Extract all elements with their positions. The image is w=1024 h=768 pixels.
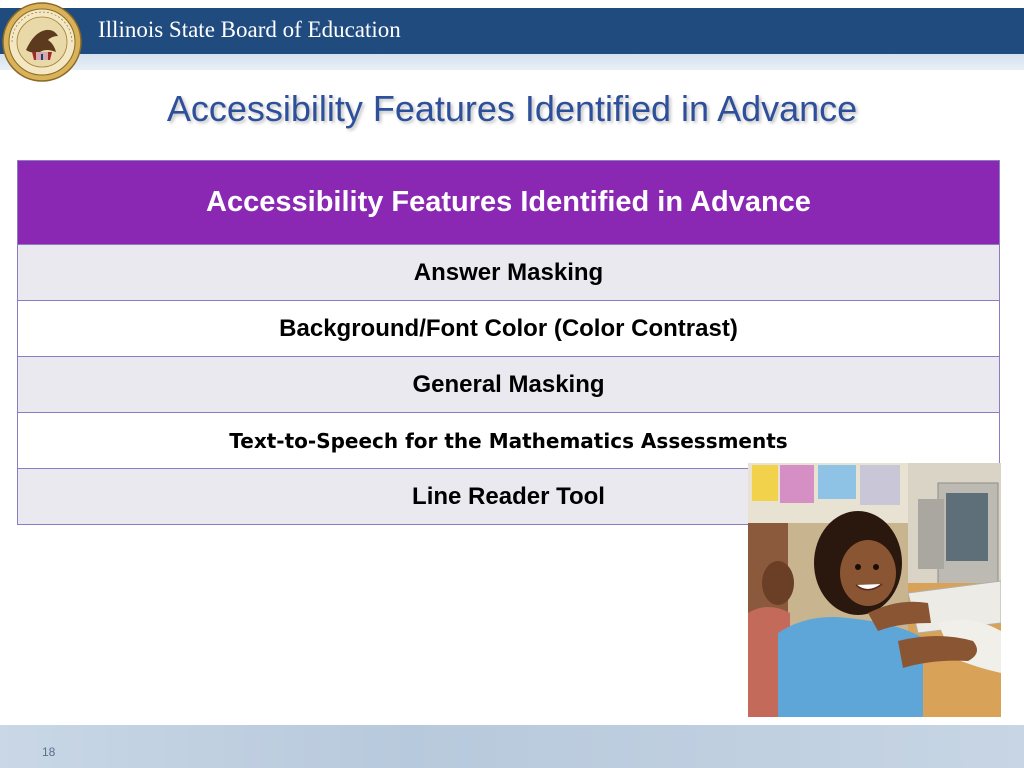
slide-number: 18 <box>42 745 56 759</box>
table-row: Answer Masking <box>18 245 999 301</box>
student-at-computer-photo <box>748 463 1001 717</box>
table-row: General Masking <box>18 357 999 413</box>
footer-bar <box>0 725 1024 768</box>
table-row: Text-to-Speech for the Mathematics Assessments <box>18 413 999 469</box>
table-row: Line Reader Tool <box>18 469 999 524</box>
state-seal-icon <box>2 2 82 82</box>
table-row: Background/Font Color (Color Contrast) <box>18 301 999 357</box>
header-underline <box>0 54 1024 70</box>
organization-name: Illinois State Board of Education <box>98 17 401 42</box>
slide-title: Accessibility Features Identified in Advance <box>166 88 858 129</box>
table-header: Accessibility Features Identified in Advance <box>18 161 999 245</box>
